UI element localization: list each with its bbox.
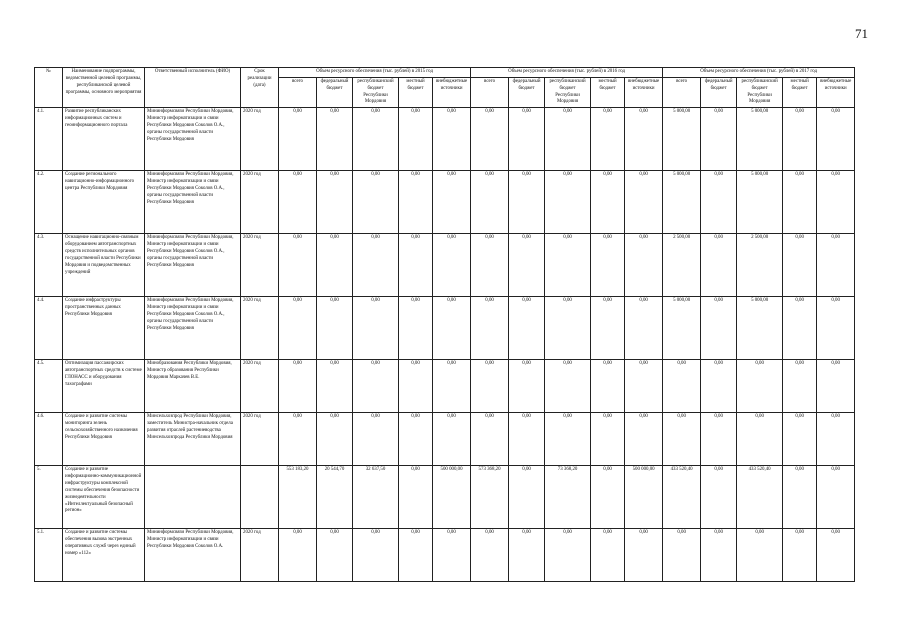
cell-value: 0,00 <box>625 171 663 234</box>
cell-value: 0,00 <box>625 108 663 171</box>
cell-no: 4.5. <box>35 360 63 413</box>
cell-value: 0,00 <box>433 529 471 582</box>
cell-value: 0,00 <box>471 297 509 360</box>
cell-no: 4.1. <box>35 108 63 171</box>
cell-term: 2020 год <box>241 413 279 466</box>
cell-value: 5 000,00 <box>663 171 701 234</box>
cell-value: 0,00 <box>545 413 591 466</box>
cell-value: 0,00 <box>701 234 737 297</box>
cell-value: 0,00 <box>737 529 783 582</box>
cell-value: 0,00 <box>353 360 399 413</box>
cell-value: 0,00 <box>591 234 625 297</box>
page-number: 71 <box>855 26 868 41</box>
header-sub-cell: федеральный бюджет <box>509 77 545 107</box>
cell-value: 0,00 <box>399 413 433 466</box>
cell-value: 0,00 <box>783 297 817 360</box>
cell-value: 0,00 <box>353 171 399 234</box>
cell-value: 0,00 <box>279 413 317 466</box>
cell-no: 4.3. <box>35 234 63 297</box>
cell-value: 0,00 <box>737 413 783 466</box>
cell-value: 0,00 <box>591 360 625 413</box>
cell-no: 4.2. <box>35 171 63 234</box>
cell-no: 5. <box>35 466 63 529</box>
cell-value: 0,00 <box>817 234 855 297</box>
cell-value: 0,00 <box>279 234 317 297</box>
cell-term: 2020 год <box>241 529 279 582</box>
cell-value: 5 000,00 <box>737 171 783 234</box>
cell-value: 20 544,70 <box>317 466 353 529</box>
cell-value: 0,00 <box>509 413 545 466</box>
cell-value: 0,00 <box>279 529 317 582</box>
cell-value: 0,00 <box>471 529 509 582</box>
cell-name: Создание и развитие системы мониторинга зелень сельскохозяйственного назначения Республики Мордовия <box>63 413 145 466</box>
cell-term: 2020 год <box>241 171 279 234</box>
cell-executor: Минсельхозпрод Республики Мордовия, заместитель Министра-начальник отдела развития отраслей растениеводства Минсельхозпрода Республики Мордовия <box>145 413 241 466</box>
header-sub-cell: внебюджетные источники <box>817 77 855 107</box>
table-row <box>35 297 855 360</box>
cell-value: 0,00 <box>591 171 625 234</box>
cell-value: 0,00 <box>783 466 817 529</box>
cell-value: 0,00 <box>545 108 591 171</box>
cell-value: 0,00 <box>317 297 353 360</box>
cell-value: 0,00 <box>663 529 701 582</box>
cell-value: 0,00 <box>433 413 471 466</box>
cell-value: 0,00 <box>317 360 353 413</box>
table-row <box>35 529 855 582</box>
cell-value: 0,00 <box>353 234 399 297</box>
cell-value: 0,00 <box>701 297 737 360</box>
header-no: № <box>35 68 63 108</box>
cell-value: 0,00 <box>279 108 317 171</box>
header-group-2015: Объем ресурсного обеспечения (тыс. рублей) в 2015 год <box>279 68 471 78</box>
cell-value: 0,00 <box>591 466 625 529</box>
header-group-2017: Объем ресурсного обеспечения (тыс. рублей) в 2017 год <box>663 68 855 78</box>
cell-value: 0,00 <box>509 171 545 234</box>
cell-value: 0,00 <box>625 234 663 297</box>
cell-term: 2020 год <box>241 234 279 297</box>
cell-value: 0,00 <box>471 413 509 466</box>
cell-value: 0,00 <box>353 529 399 582</box>
cell-no: 4.4. <box>35 297 63 360</box>
header-sub-cell: местный бюджет <box>591 77 625 107</box>
cell-value: 0,00 <box>783 108 817 171</box>
cell-value: 0,00 <box>783 413 817 466</box>
cell-value: 0,00 <box>701 360 737 413</box>
header-sub-cell: всего <box>471 77 509 107</box>
cell-value: 500 000,00 <box>625 466 663 529</box>
cell-value: 553 183,20 <box>279 466 317 529</box>
cell-value: 0,00 <box>317 171 353 234</box>
cell-value: 433 520,40 <box>663 466 701 529</box>
cell-executor: Мининформсвязи Республики Мордовия, Министр информатизации и связи Республики Мордовия Соколов О.А., органы государственной власти Республики Мордовия <box>145 234 241 297</box>
cell-name: Развитие республиканских информационных систем и геоинформационного портала <box>63 108 145 171</box>
cell-value: 0,00 <box>399 466 433 529</box>
header-sub-cell: всего <box>279 77 317 107</box>
cell-value: 573 368,20 <box>471 466 509 529</box>
header-group-2016: Объем ресурсного обеспечения (тыс. рублей) в 2016 год <box>471 68 663 78</box>
cell-term: 2020 год <box>241 297 279 360</box>
cell-value: 0,00 <box>509 466 545 529</box>
cell-value: 0,00 <box>399 108 433 171</box>
cell-value: 0,00 <box>817 171 855 234</box>
cell-value: 0,00 <box>433 360 471 413</box>
cell-value: 5 000,00 <box>663 297 701 360</box>
cell-value: 0,00 <box>591 413 625 466</box>
cell-value: 0,00 <box>433 171 471 234</box>
cell-value: 0,00 <box>783 360 817 413</box>
cell-value: 0,00 <box>433 297 471 360</box>
cell-value: 0,00 <box>509 360 545 413</box>
header-sub-cell: внебюджетные источники <box>433 77 471 107</box>
cell-value: 0,00 <box>701 529 737 582</box>
cell-value: 0,00 <box>591 529 625 582</box>
cell-value: 0,00 <box>471 234 509 297</box>
cell-value: 0,00 <box>701 171 737 234</box>
cell-value: 0,00 <box>817 297 855 360</box>
cell-no: 5.1. <box>35 529 63 582</box>
cell-value: 0,00 <box>509 234 545 297</box>
cell-executor: Мининформсвязи Республики Мордовия, Министр информатизации и связи Республики Мордовия Соколов О.А., органы государственной власти Республики Мордовия <box>145 171 241 234</box>
cell-value: 0,00 <box>509 529 545 582</box>
cell-value: 0,00 <box>353 413 399 466</box>
cell-value: 0,00 <box>279 171 317 234</box>
cell-value: 32 637,50 <box>353 466 399 529</box>
cell-value: 0,00 <box>701 108 737 171</box>
cell-value: 0,00 <box>471 171 509 234</box>
header-name: Наименование подпрограммы, ведомственной целевой программы, республиканской целевой программы, основного мероприятия <box>63 68 145 108</box>
cell-executor: Мининформсвязи Республики Мордовия, Министр информатизации и связи Республики Мордовия Соколов О.А., органы государственной власти Республики Мордовия <box>145 108 241 171</box>
cell-executor: Мининформсвязи Республики Мордовия, Министр информатизации и связи Республики Мордовия Соколов О.А., органы государственной власти Республики Мордовия <box>145 297 241 360</box>
cell-value: 0,00 <box>433 108 471 171</box>
cell-value: 0,00 <box>317 108 353 171</box>
cell-name: Создание инфраструктуры пространственных данных Республики Мордовия <box>63 297 145 360</box>
header-sub-cell: федеральный бюджет <box>701 77 737 107</box>
cell-value: 500 000,00 <box>433 466 471 529</box>
header-sub-cell: федеральный бюджет <box>317 77 353 107</box>
cell-term <box>241 466 279 529</box>
cell-term: 2020 год <box>241 108 279 171</box>
table-row <box>35 171 855 234</box>
cell-value: 0,00 <box>545 234 591 297</box>
cell-value: 0,00 <box>817 413 855 466</box>
cell-term: 2020 год <box>241 360 279 413</box>
cell-value: 0,00 <box>399 360 433 413</box>
cell-name: Создание регионального навигационно-информационного центра Республики Мордовия <box>63 171 145 234</box>
cell-name: Оснащение навигационно-связным оборудованием автотранспортных средств исполнительных органов государственной власти Республики Мордовия и подведомственных учреждений <box>63 234 145 297</box>
header-sub-cell: республиканский бюджет Республики Мордовия <box>353 77 399 107</box>
cell-value: 0,00 <box>737 360 783 413</box>
cell-value: 0,00 <box>279 360 317 413</box>
cell-value: 5 000,00 <box>737 108 783 171</box>
cell-value: 0,00 <box>545 171 591 234</box>
cell-value: 0,00 <box>625 297 663 360</box>
cell-value: 0,00 <box>509 297 545 360</box>
cell-value: 0,00 <box>471 360 509 413</box>
table-row <box>35 466 855 529</box>
cell-value: 0,00 <box>509 108 545 171</box>
cell-value: 2 500,00 <box>663 234 701 297</box>
resource-table <box>34 67 855 582</box>
cell-value: 0,00 <box>545 297 591 360</box>
header-term: Срок реализации (дата) <box>241 68 279 108</box>
cell-value: 0,00 <box>317 234 353 297</box>
cell-executor: Мининформсвязи Республики Мордовия, Министр информатизации и связи Республики Мордовия Соколов О.А. <box>145 529 241 582</box>
cell-value: 5 000,00 <box>737 297 783 360</box>
table-row <box>35 413 855 466</box>
cell-value: 0,00 <box>663 360 701 413</box>
cell-value: 0,00 <box>817 108 855 171</box>
table-body <box>35 108 855 582</box>
cell-value: 0,00 <box>625 413 663 466</box>
cell-value: 2 500,00 <box>737 234 783 297</box>
header-sub-cell: республиканский бюджет Республики Мордовия <box>545 77 591 107</box>
cell-value: 0,00 <box>701 413 737 466</box>
cell-value: 0,00 <box>353 108 399 171</box>
table-row <box>35 360 855 413</box>
cell-value: 0,00 <box>399 529 433 582</box>
header-sub-cell: местный бюджет <box>783 77 817 107</box>
cell-value: 0,00 <box>783 234 817 297</box>
cell-value: 0,00 <box>663 413 701 466</box>
cell-value: 5 000,00 <box>663 108 701 171</box>
header-sub-cell: местный бюджет <box>399 77 433 107</box>
cell-value: 0,00 <box>591 297 625 360</box>
cell-name: Создание и развитие информационно-коммуникационной инфраструктуры комплексной системы обеспечения безопасности жизнедеятельности «Интеллектуальный безопасный регион» <box>63 466 145 529</box>
cell-value: 0,00 <box>783 171 817 234</box>
cell-value: 0,00 <box>471 108 509 171</box>
cell-value: 0,00 <box>701 466 737 529</box>
cell-value: 0,00 <box>817 466 855 529</box>
cell-value: 0,00 <box>545 360 591 413</box>
cell-value: 0,00 <box>399 171 433 234</box>
cell-name: Оптимизация пассажирских автотранспортных средств к системе ГЛОНАСС и оборудования тахографами <box>63 360 145 413</box>
cell-value: 0,00 <box>317 529 353 582</box>
cell-value: 0,00 <box>399 234 433 297</box>
cell-value: 0,00 <box>625 360 663 413</box>
cell-value: 0,00 <box>625 529 663 582</box>
cell-value: 73 368,20 <box>545 466 591 529</box>
cell-value: 0,00 <box>817 360 855 413</box>
cell-value: 0,00 <box>279 297 317 360</box>
cell-value: 0,00 <box>353 297 399 360</box>
cell-value: 0,00 <box>433 234 471 297</box>
cell-executor <box>145 466 241 529</box>
header-sub-cell: внебюджетные источники <box>625 77 663 107</box>
cell-name: Создание и развитие системы обеспечения вызова экстренных оперативных служб через единый номер «112» <box>63 529 145 582</box>
cell-value: 433 520,40 <box>737 466 783 529</box>
table-row <box>35 234 855 297</box>
cell-executor: Минобразования Республики Мордовия, Министр образования Республики Мордовия Маркачев В.Е. <box>145 360 241 413</box>
cell-value: 0,00 <box>317 413 353 466</box>
header-sub-cell: всего <box>663 77 701 107</box>
header-executor: Ответственный исполнитель (ФИО) <box>145 68 241 108</box>
header-row-groups <box>35 68 855 78</box>
table-row <box>35 108 855 171</box>
cell-value: 0,00 <box>399 297 433 360</box>
cell-value: 0,00 <box>545 529 591 582</box>
cell-value: 0,00 <box>591 108 625 171</box>
cell-value: 0,00 <box>817 529 855 582</box>
header-sub-cell: республиканский бюджет Республики Мордовия <box>737 77 783 107</box>
cell-value: 0,00 <box>783 529 817 582</box>
cell-no: 4.6. <box>35 413 63 466</box>
